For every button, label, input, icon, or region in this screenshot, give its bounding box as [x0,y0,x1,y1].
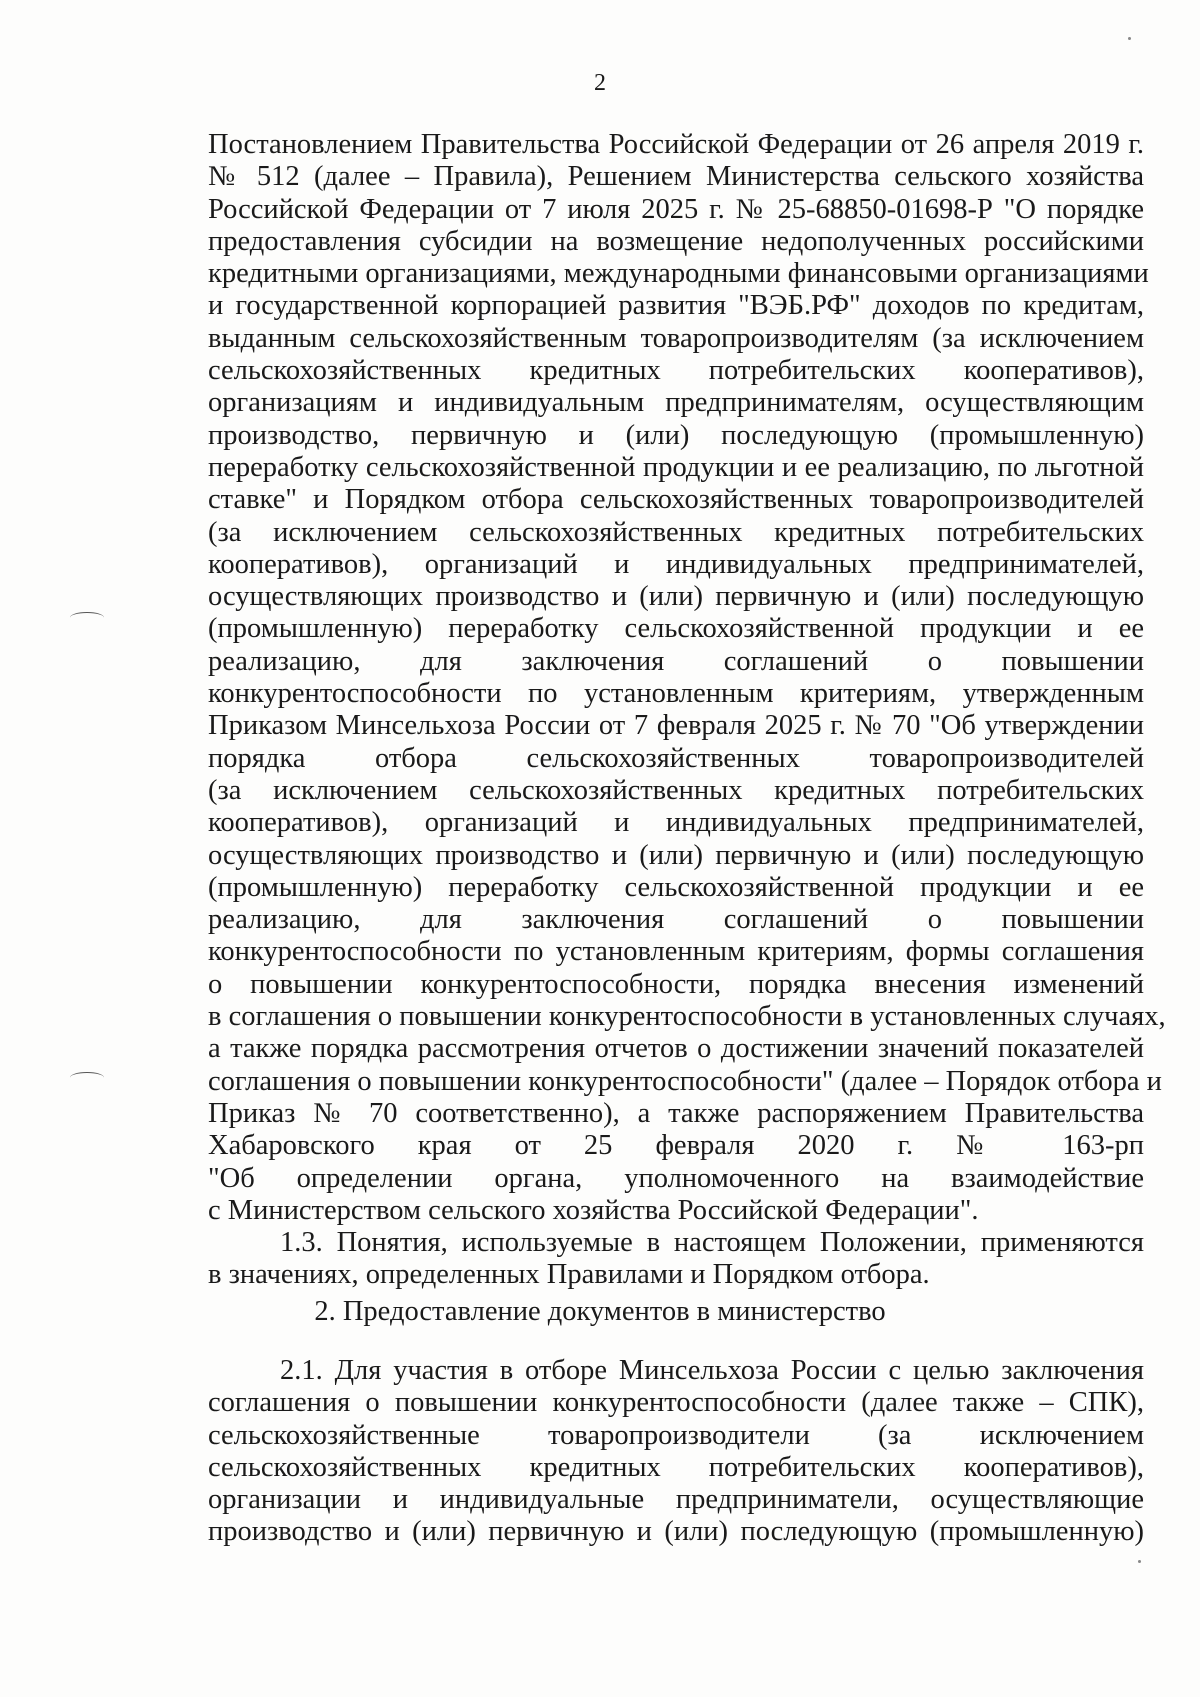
text-line: соглашения о повышении конкурентоспособности" (далее – Порядок отбора и [208,1065,1162,1097]
text-line: переработку сельскохозяйственной продукции и ее реализацию, по льготной [208,451,1144,483]
text-line: о повышении конкурентоспособности, порядка внесения изменений [208,968,1144,1000]
text-line: в значениях, определенных Правилами и Порядком отбора. [208,1259,930,1291]
text-line: Хабаровского края от 25 февраля 2020 г. № 163-рп [208,1130,1144,1162]
text-line: кооперативов), организаций и индивидуальных предпринимателей, [208,807,1144,839]
text-line: конкурентоспособности по установленным критериям, утвержденным [208,678,1144,710]
text-line: осуществляющих производство и (или) первичную и (или) последующую [208,839,1144,871]
text-line: № 512 (далее – Правила), Решением Министерства сельского хозяйства [208,161,1144,193]
text-line: Постановлением Правительства Российской Федерации от 26 апреля 2019 г. [208,129,1144,160]
text-line: Российской Федерации от 7 июля 2025 г. № 25-68850-01698-Р "О порядке [208,193,1144,225]
text-line: соглашения о повышении конкурентоспособности (далее также – СПК), [208,1387,1144,1419]
text-line: 2.1. Для участия в отборе Минсельхоза России с целью заключения [280,1355,1144,1386]
text-line: сельскохозяйственные товаропроизводители (за исключением [208,1419,1144,1451]
text-line: (промышленную) переработку сельскохозяйственной продукции и ее [208,613,1144,645]
text-line: сельскохозяйственных кредитных потребительских кооперативов), [208,1451,1144,1483]
text-line: предоставления субсидии на возмещение недополученных российскими [208,225,1144,257]
text-line: производство, первичную и (или) последующую (промышленную) [208,419,1144,451]
margin-mark [70,612,104,623]
text-line: организациям и индивидуальным предпринимателям, осуществляющим [208,387,1144,419]
text-line: сельскохозяйственных кредитных потребительских кооперативов), [208,355,1144,387]
margin-mark [70,1072,104,1083]
page-number: 2 [594,70,606,96]
text-line: а также порядка рассмотрения отчетов о достижении значений показателей [208,1033,1144,1065]
text-line: кооперативов), организаций и индивидуальных предпринимателей, [208,548,1144,580]
text-line: (за исключением сельскохозяйственных кредитных потребительских [208,774,1144,806]
text-line: Приказ № 70 соответственно), а также распоряжением Правительства [208,1097,1144,1129]
text-line: реализацию, для заключения соглашений о повышении [208,645,1144,677]
text-line: ставке" и Порядком отбора сельскохозяйственных товаропроизводителей [208,484,1144,516]
text-line: и государственной корпорацией развития "ВЭБ.РФ" доходов по кредитам, [208,290,1144,322]
text-line: (промышленную) переработку сельскохозяйственной продукции и ее [208,871,1144,903]
text-line: производство и (или) первичную и (или) последующую (промышленную) [208,1516,1144,1548]
text-line: в соглашения о повышении конкурентоспособности в установленных случаях, [208,1001,1166,1033]
scan-speck [1128,37,1131,40]
text-line: осуществляющих производство и (или) первичную и (или) последующую [208,581,1144,613]
paragraph-block-1 [208,129,1166,1292]
text-line: порядка отбора сельскохозяйственных товаропроизводителей [208,742,1144,774]
section-heading: 2. Предоставление документов в министерство [314,1296,886,1327]
text-line: (за исключением сельскохозяйственных кредитных потребительских [208,516,1144,548]
text-line: с Министерством сельского хозяйства Российской Федерации". [208,1194,979,1226]
text-line: 1.3. Понятия, используемые в настоящем Положении, применяются [280,1227,1144,1259]
text-line: "Об определении органа, уполномоченного на взаимодействие [208,1162,1144,1194]
scan-speck [1138,1560,1141,1563]
text-line: выданным сельскохозяйственным товаропроизводителям (за исключением [208,322,1144,354]
text-line: реализацию, для заключения соглашений о повышении [208,904,1144,936]
text-line: конкурентоспособности по установленным критериям, формы соглашения [208,936,1144,968]
text-line: Приказом Минсельхоза России от 7 февраля 2025 г. № 70 "Об утверждении [208,710,1144,742]
paragraph-block-2 [208,1355,1144,1549]
text-line: кредитными организациями, международными финансовыми организациями [208,258,1149,290]
text-line: организации и индивидуальные предприниматели, осуществляющие [208,1484,1144,1516]
